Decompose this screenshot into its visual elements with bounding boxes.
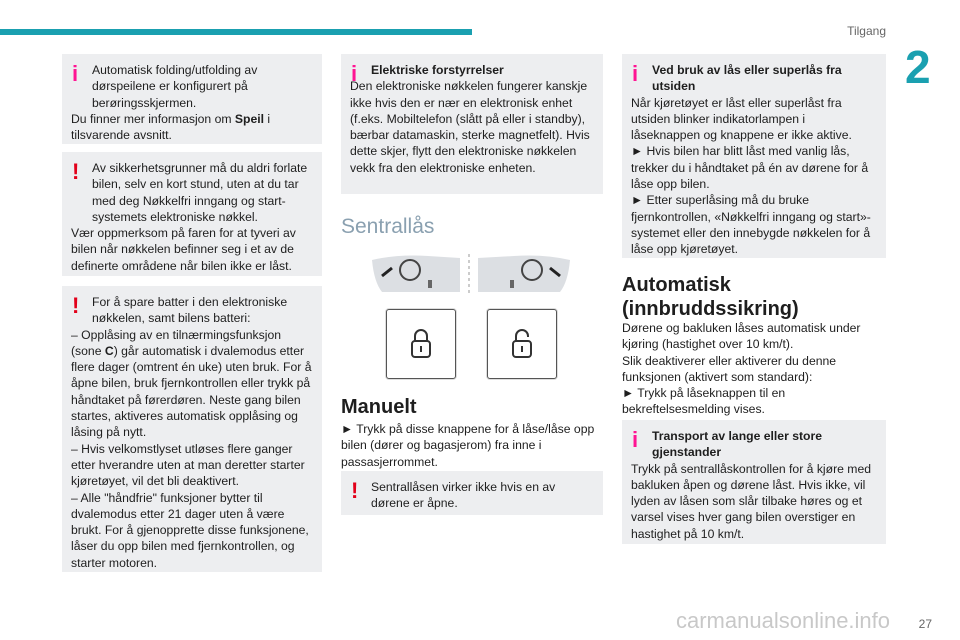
warning-text: Av sikkerhetsgrunner må du aldri forlate bilen, selv en kort stund, uten at du tar med deg Nøkkelfri inngang og start-systemets elektroniske nøkkel. — [92, 161, 308, 224]
warning-box-key — [62, 152, 322, 276]
warning-icon: ! — [72, 159, 80, 184]
info-text: Den elektroniske nøkkelen fungerer kanskje ikke hvis den er nær en elektronisk enhet (f.eks. Mobiltelefon (slått på eller i standby), bærbar datamaskin, sterke magnetfelt). Hvis dette skjer, flytt den elektroniske nøkkelen vekk fra den elektroniske enheten. — [350, 79, 590, 175]
page-number: 27 — [918, 617, 932, 631]
info-title: Elektriske forstyrrelser — [371, 63, 504, 77]
info-icon: i — [72, 61, 79, 86]
warning-icon: ! — [72, 293, 80, 318]
padlock-closed-icon — [387, 310, 455, 378]
watermark: carmanualsonline.info — [676, 608, 891, 633]
manual-instructions: ► Trykk på disse knappene for å låse/låse opp bilen (dører og bagasjerom) fra inne i passasjerrommet. — [341, 422, 595, 469]
info-bullet: ► Hvis bilen har blitt låst med vanlig lås, trekker du i håndtaket på én av dørene for å låse opp bilen. — [631, 144, 869, 192]
info-title: Transport av lange eller store gjenstander — [652, 429, 823, 460]
lock-button-illustration — [386, 309, 456, 379]
info-bullet: ► Etter superlåsing må du bruke fjernkontrollen, «Nøkkelfri inngang og start»-systemet eller den innebygde nøkkelen for å låse opp kjøretøyet. — [631, 193, 871, 257]
info-more: Du finner mer informasjon om Speil i tilsvarende avsnitt. — [71, 111, 271, 143]
list-item: – Opplåsing av en tilnærmingsfunksjon (sone C) går automatisk i dvalemodus etter flere dager (omtrent én uke) uten bruk. For å åpne bilen, bruk fjernkontrollen eller trykk på håndtaket på førerdøren. Neste gang bilen startes, aktiveres automatisk opplåsing og låsing på nytt. — [71, 327, 312, 440]
info-text: Automatisk folding/utfolding av dørspeilene er konfigurert på berøringsskjermen. — [92, 63, 258, 110]
info-title: Ved bruk av lås eller superlås fra utsiden — [652, 63, 842, 94]
unlock-button-illustration — [487, 309, 557, 379]
automatic-locking-text: Dørene og bakluken låses automatisk under kjøring (hastighet over 10 km/t). Slik deaktiverer eller aktiverer du denne funksjonen (aktivert som standard): ► Trykk på låseknappen til en bekreftelsesmelding vises. — [622, 321, 861, 417]
section-heading-central-locking: Sentrallås — [341, 215, 435, 238]
info-text: Når kjøretøyet er låst eller superlåst fra utsiden blinker indikatorlampen i låseknappen og knappene er ikke aktive. — [631, 95, 852, 143]
section-title: Tilgang — [847, 24, 886, 38]
dashboard-illustration — [368, 252, 578, 296]
warning-box-doors — [341, 471, 603, 515]
warning-box-battery — [62, 286, 322, 572]
warning-icon: ! — [351, 478, 359, 503]
info-icon: i — [351, 61, 358, 86]
info-box-mirrors — [62, 54, 322, 144]
header-accent-bar — [0, 29, 472, 35]
warning-text: Sentrallåsen virker ikke hvis en av dørene er åpne. — [371, 480, 556, 511]
warning-intro: For å spare batter i den elektroniske nøkkelen, samt bilens batteri: — [92, 295, 288, 326]
info-box-transport — [622, 420, 886, 544]
chapter-number: 2 — [905, 41, 931, 93]
warning-text-2: Vær oppmerksom på faren for at tyveri av bilen når nøkkelen befinner seg i et av de definerte områdene når bilen ikke er låst. — [71, 226, 296, 273]
section-heading-manual: Manuelt — [341, 396, 417, 418]
info-icon: i — [632, 61, 639, 86]
info-box-interference — [341, 54, 603, 194]
list-item: – Alle "håndfrie" funksjoner bytter til dvalemodus etter 21 dager uten å være brukt. For å gjenopprette disse funksjonene, låser du opp bilen med fjernkontrollen, og starter motoren. — [71, 490, 309, 570]
info-text: Trykk på sentrallåskontrollen for å kjøre med bakluken åpen og dørene låst. Hvis ikke, vil lyden av låsen som slår tilbake høres og et varsel vises hver gang bilen overstiger en hastighet på 10 km/t. — [631, 461, 872, 541]
padlock-open-icon — [488, 310, 556, 378]
info-icon: i — [632, 427, 639, 452]
section-heading-automatic: Automatisk (innbruddssikring) — [622, 274, 799, 320]
list-item: – Hvis velkomstlyset utløses flere ganger etter hverandre uten at man deretter starter kjøretøyet, vil det bli deaktivert. — [71, 441, 305, 489]
info-box-superlock — [622, 54, 886, 258]
